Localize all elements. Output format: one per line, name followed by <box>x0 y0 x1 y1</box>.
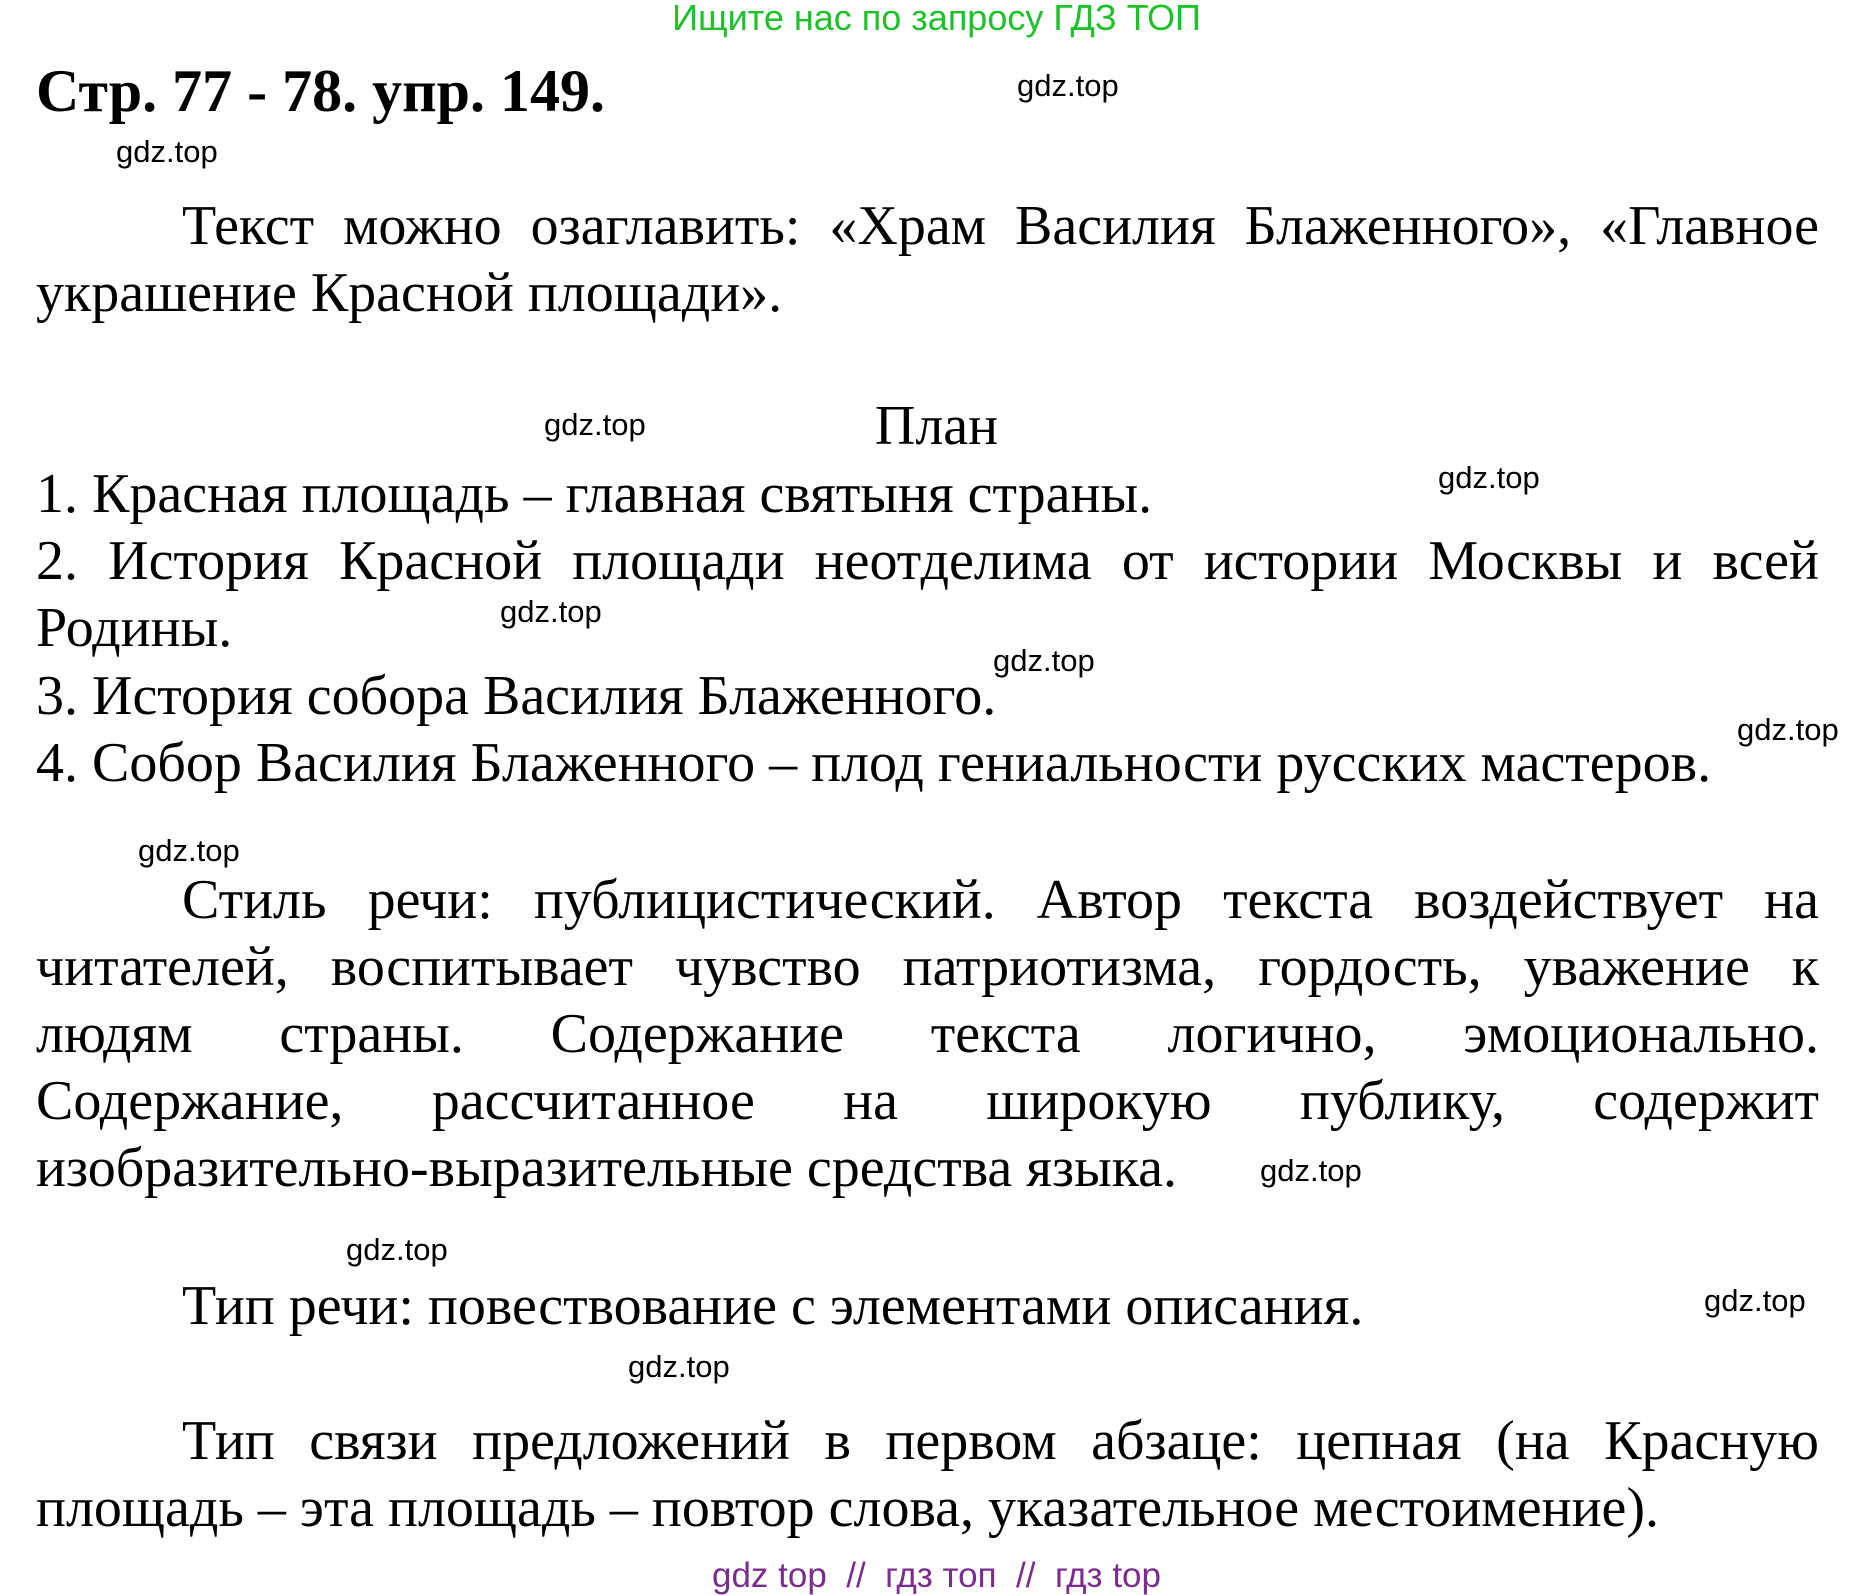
style-para-line: изобразительно-выразительные средства языка. <box>36 1137 1177 1199</box>
watermark: gdz.top <box>544 407 646 442</box>
watermark: gdz.top <box>1737 712 1839 747</box>
plan-item-continuation: Родины. <box>36 597 233 659</box>
link-para-line-2: площадь – эта площадь – повтор слова, указательное местоимение). <box>36 1477 1660 1539</box>
link-para-line-1: Тип связи предложений в первом абзаце: цепная (на Красную <box>182 1410 1819 1472</box>
plan-item: 3. История собора Василия Блаженного. <box>36 665 997 727</box>
plan-item: 2. История Красной площади неотделима от истории Москвы и всей <box>36 530 1819 592</box>
watermark: gdz.top <box>346 1232 448 1267</box>
watermark: gdz.top <box>993 643 1095 678</box>
top-banner: Ищите нас по запросу ГДЗ ТОП <box>672 0 1201 38</box>
type-para: Тип речи: повествование с элементами описания. <box>182 1275 1364 1337</box>
style-para-line: людям страны. Содержание текста логично, эмоционально. <box>36 1003 1819 1065</box>
page-title: Стр. 77 - 78. упр. 149. <box>36 58 606 124</box>
plan-item: 1. Красная площадь – главная святыня страны. <box>36 463 1153 525</box>
watermark: gdz.top <box>1704 1283 1806 1318</box>
plan-item: 4. Собор Василия Блаженного – плод гениальности русских мастеров. <box>36 732 1712 794</box>
watermark: gdz.top <box>628 1349 730 1384</box>
watermark: gdz.top <box>1260 1153 1362 1188</box>
intro-line-2: украшение Красной площади». <box>36 262 783 324</box>
footer-links: gdz top // гдз топ // гдз top <box>712 1556 1161 1595</box>
watermark: gdz.top <box>1017 68 1119 103</box>
watermark: gdz.top <box>138 833 240 868</box>
watermark: gdz.top <box>1438 460 1540 495</box>
style-para-line: читателей, воспитывает чувство патриотизма, гордость, уважение к <box>36 936 1819 998</box>
style-para-line: Стиль речи: публицистический. Автор текста воздействует на <box>182 869 1819 931</box>
plan-heading: План <box>874 395 999 457</box>
watermark: gdz.top <box>500 594 602 629</box>
watermark: gdz.top <box>116 134 218 169</box>
style-para-line: Содержание, рассчитанное на широкую публику, содержит <box>36 1070 1819 1132</box>
intro-line-1: Текст можно озаглавить: «Храм Василия Блаженного», «Главное <box>182 195 1819 257</box>
